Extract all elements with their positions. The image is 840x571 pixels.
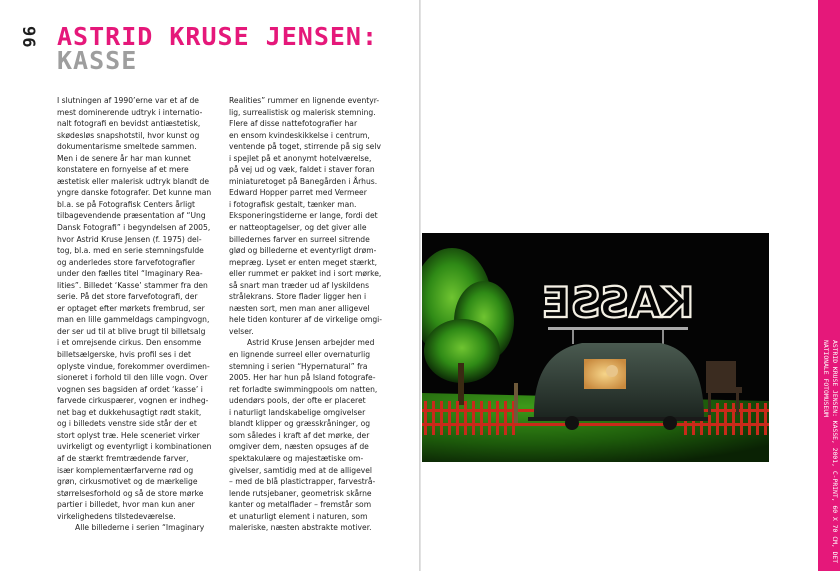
- article-line: stort oplyst træ. Hele sceneriet virker: [57, 430, 200, 440]
- article-line: lities”. Billedet ‘Kasse’ stammer fra den: [57, 280, 208, 290]
- article-line: i naturligt landskabelige omgivelser: [229, 407, 366, 417]
- article-line: uvirkeligt og eventyrligt i kombinationen: [57, 442, 212, 452]
- article-line: miniaturetoget på Banegården i Århus.: [229, 176, 378, 186]
- text-column-1: [57, 95, 215, 534]
- article-line: en lignende surreel eller overnaturlig: [229, 350, 371, 360]
- article-line: 2005. Her har hun på Island fotografe-: [229, 373, 376, 383]
- article-line: billedernes farver en surreel sitrende: [229, 234, 370, 244]
- article-line: Astrid Kruse Jensen arbejder med: [247, 338, 375, 348]
- kasse-sign-letters: KASSE: [541, 278, 695, 327]
- article-line: I slutningen af 1990’erne var et af de: [57, 96, 199, 105]
- article-line: bl.a. se på Fotografisk Centers årligt: [57, 199, 195, 209]
- article-line: net bag et dukkehusagtigt rødt stakit,: [57, 407, 202, 417]
- article-line: konstatere en fornyelse af et mere: [57, 165, 189, 175]
- article-line: stemning i serien “Hypernatural” fra: [229, 361, 368, 371]
- article-line: ventende på toget, stirrende på sig selv: [229, 142, 381, 152]
- article-line: under den fælles titel “Imaginary Rea-: [57, 269, 203, 279]
- article-line: Alle billederne i serien “Imaginary: [75, 523, 205, 533]
- article-line: i fotografisk gestalt, tænker man.: [229, 199, 357, 209]
- article-line: Edward Hopper parret med Vermeer: [229, 188, 367, 198]
- article-line: ret forladte swimmingpools om natten,: [229, 384, 378, 394]
- article-line: lig, surrealistisk og malerisk stemning.: [229, 107, 376, 117]
- article-line: givelser, samtidig med at de alligevel: [229, 465, 373, 475]
- article-line: hele tiden konturer af de virkelige omgi-: [229, 315, 383, 325]
- article-line: Dansk Fotografi” i begyndelsen af 2005,: [57, 223, 211, 233]
- article-line: spektakulære og majestætiske om-: [229, 453, 364, 463]
- article-line: eller rummet er pakket ind i sort mørke,: [229, 269, 382, 279]
- article-line: glød og billederne et eventyrligt drøm-: [229, 246, 377, 256]
- article-line: man en lille gammeldags campingvogn,: [57, 315, 210, 325]
- caravan: [528, 343, 708, 430]
- article-line: som således i kraft af det mørke, der: [229, 430, 370, 440]
- article-line: hvor Astrid Kruse Jensen (f. 1975) del-: [57, 234, 202, 244]
- article-line: grøn, cirkusmotivet og de mærkelige: [57, 477, 198, 487]
- kasse-photo-illustration: [422, 233, 769, 462]
- article-line: dokumentarisme smeltede sammen.: [57, 142, 197, 152]
- article-line: der ser ud til at blive brugt til billetsalg: [57, 326, 206, 336]
- article-line: i spejlet på et anonymt hotelværelse,: [229, 153, 372, 163]
- article-line: nalt fotografi en bevidst antiæstetisk,: [57, 119, 201, 129]
- article-line: æstetisk eller malerisk udtryk blandt de: [57, 176, 209, 186]
- article-line: udendørs pools, der ofte er placeret: [229, 396, 366, 406]
- article-line: strålekrans. Store flader ligger hen i: [229, 292, 367, 302]
- article-line: størrelsesforhold og så de store mørke: [57, 488, 204, 498]
- article-line: mest dominerende udtryk i internatio-: [57, 107, 203, 117]
- article-line: og anderledes store farvefotografier: [57, 257, 195, 267]
- article-line: oplyste vindue, forekommer overdimen-: [57, 361, 210, 371]
- article-line: af de stærkt fremtrædende farver,: [57, 453, 189, 463]
- article-line: så snart man træder ud af lyskildens: [229, 280, 370, 290]
- article-line: partier i billedet, hvor man kun aner: [57, 500, 195, 510]
- article-line: velser.: [229, 326, 254, 336]
- article-line: Eksponeringstiderne er lange, fordi det: [229, 211, 378, 221]
- article-line: er natteoptagelser, og det giver alle: [229, 223, 367, 233]
- left-page: [0, 0, 419, 571]
- article-line: farvede cirkuspærer, vognen er indheg-: [57, 396, 209, 406]
- article-line: skødesløs snapshotstil, hvor kunst og: [57, 130, 200, 140]
- article-line: yngre danske fotografer. Det kunne man: [57, 188, 212, 198]
- article-line: omgiver dem, næsten opsuges af de: [229, 442, 369, 452]
- article-title-artist: ASTRID KRUSE JENSEN:: [57, 22, 379, 51]
- text-column-2: [229, 95, 387, 534]
- article-line: på vej ud og væk, faldet i staver foran: [229, 165, 375, 175]
- article-line: tilbagevendende præsentation af “Ung: [57, 211, 206, 221]
- article-line: lende rutsjebaner, geometrisk skårne: [229, 488, 372, 498]
- article-line: Men i de senere år har man kunnet: [57, 153, 191, 163]
- article-line: Realities” rummer en lignende eventyr-: [229, 96, 380, 105]
- article-line: og i billedets venstre side står der et: [57, 419, 197, 429]
- article-line: Flere af disse nattefotografier har: [229, 119, 358, 129]
- article-line: sioneret i forhold til den lille vogn. Over: [57, 373, 208, 383]
- article-line: et unaturligt element i naturen, som: [229, 511, 368, 521]
- artwork-photograph: [422, 233, 769, 462]
- article-line: mepræg. Lyset er enten meget stærkt,: [229, 257, 377, 267]
- page-number: 96: [18, 26, 38, 49]
- article-line: virkelighedens tilstedeværelse.: [57, 511, 176, 521]
- article-line: serie. På det store farvefotografi, der: [57, 292, 198, 302]
- article-line: kanter og metalflader – fremstår som: [229, 500, 372, 510]
- article-line: i et omrejsende cirkus. Den ensomme: [57, 338, 202, 348]
- article-line: billetsælgerske, hvis profil ses i det: [57, 350, 192, 360]
- article-line: blandt klipper og græsskråninger, og: [229, 419, 371, 429]
- article-line: maleriske, næsten abstrakte motiver.: [229, 523, 372, 533]
- article-line: vognen ses bagsiden af ordet ‘kasse’ i: [57, 384, 203, 394]
- article-line: er optaget efter mørkets frembrud, ser: [57, 303, 205, 313]
- article-line: en ensom kvindeskikkelse i centrum,: [229, 130, 370, 140]
- photo-caption: [821, 340, 839, 563]
- caption-line-1: ASTRID KRUSE JENSEN: KASSE, 2001, C-PRINT, 60 X 70 CM, DET: [831, 340, 839, 564]
- caption-line-2: NATIONALE FOTOMUSEUM: [822, 340, 830, 417]
- article-line: især komplementærfarverne rød og: [57, 465, 194, 475]
- article-line: næsten sort, men man aner alligevel: [229, 303, 370, 313]
- article-title-work: KASSE: [57, 46, 138, 75]
- article-line: – med de blå plastictrapper, farvestrå-: [229, 477, 376, 487]
- article-line: tog, bl.a. med en serie stemningsfulde: [57, 246, 204, 256]
